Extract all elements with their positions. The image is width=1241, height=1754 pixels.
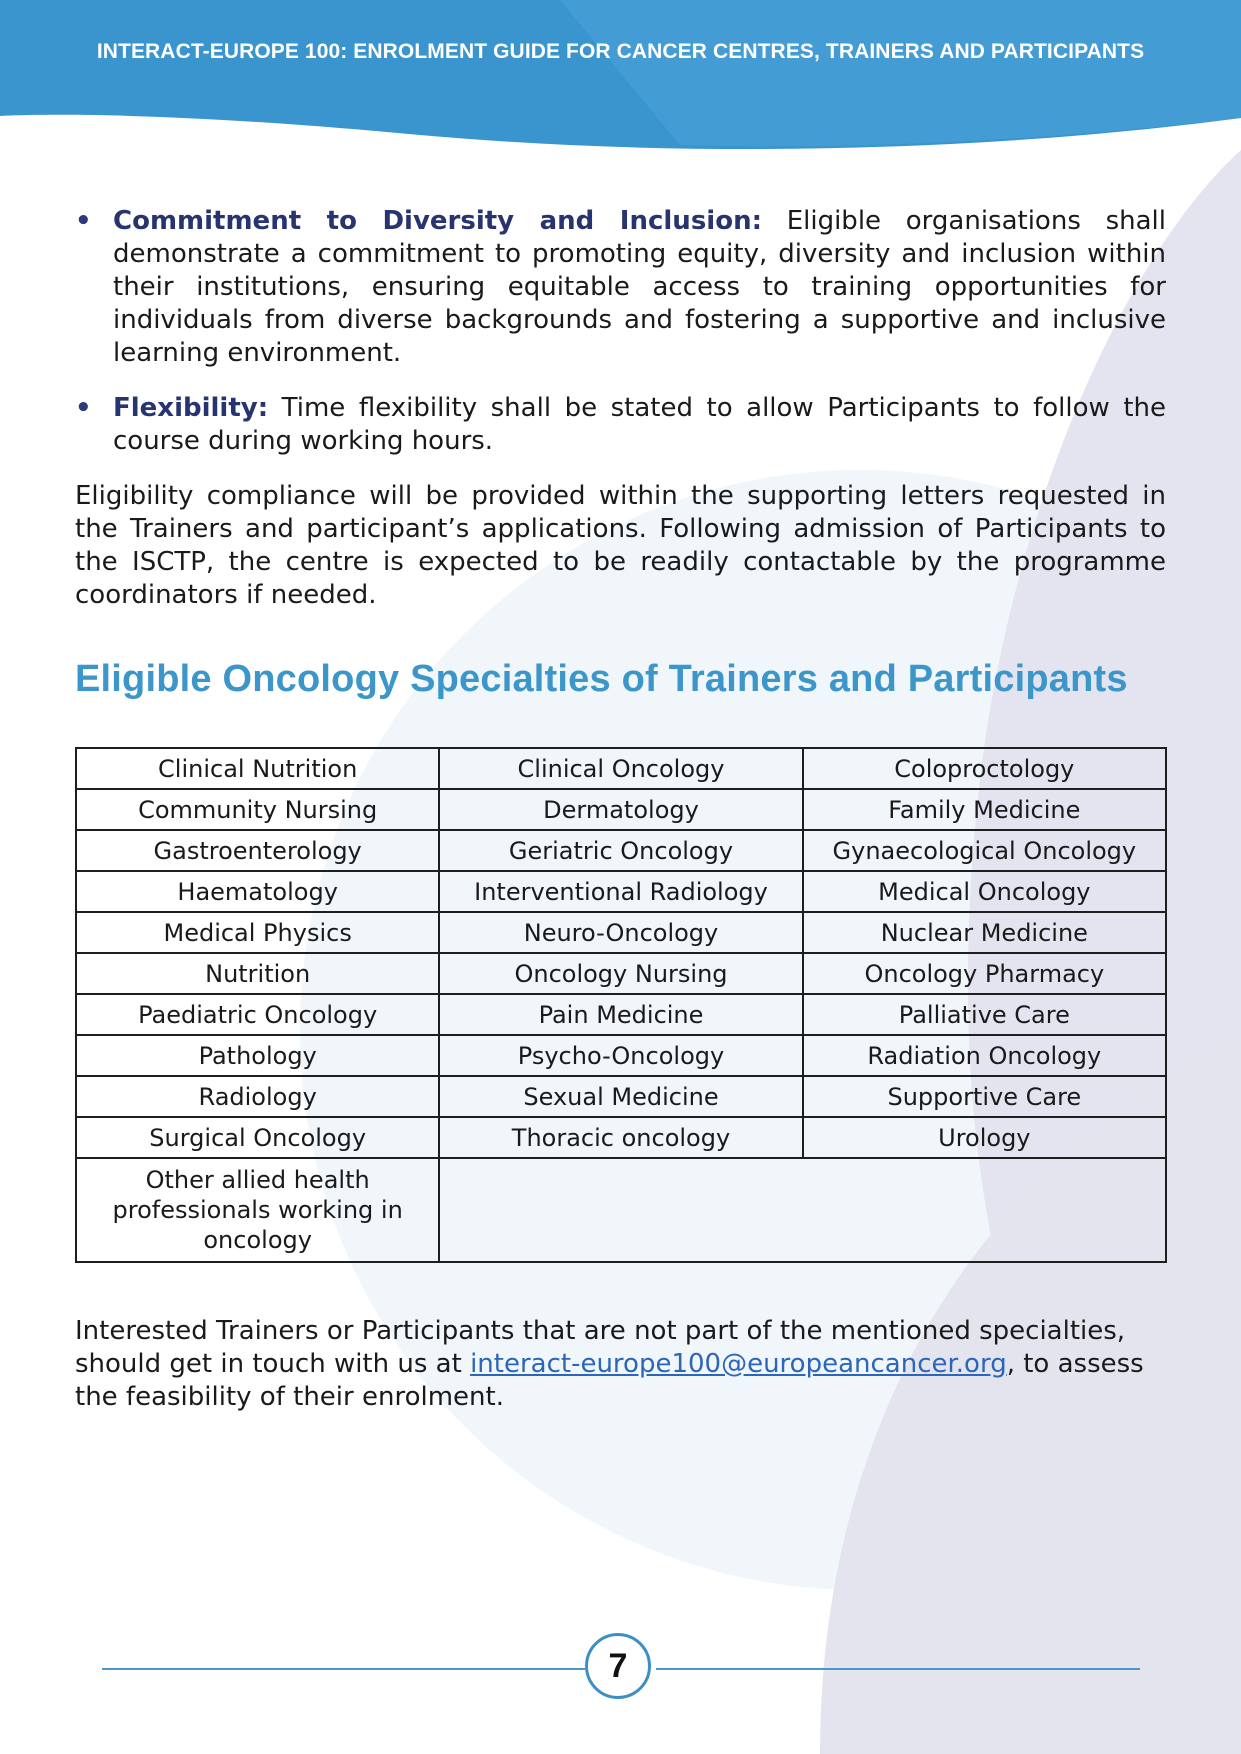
bullet-text: Time flexibility shall be stated to allow Participants to follow the course during working hours.: [113, 393, 1166, 456]
table-row: [76, 1076, 1166, 1117]
table-cell: Urology: [803, 1117, 1166, 1158]
header-title: INTERACT-EUROPE 100: ENROLMENT GUIDE FOR CANCER CENTRES, TRAINERS AND PARTICIPANTS: [96, 40, 1145, 63]
table-cell: Nutrition: [76, 953, 439, 994]
bullet-text: Eligible organisations shall demonstrate a commitment to promoting equity, diversity and inclusion within their institutions, ensuring equitable access to training opportunities for individuals from diverse backgrounds and fostering a supportive and inclusive learning environment.: [113, 206, 1166, 368]
table-cell: Gynaecological Oncology: [803, 830, 1166, 871]
table-row: [76, 789, 1166, 830]
list-item: [75, 392, 1166, 458]
bullet-icon: •: [75, 206, 92, 236]
footer-line-right: [656, 1668, 1140, 1670]
contact-note: [75, 1315, 1166, 1414]
table-cell: Nuclear Medicine: [803, 912, 1166, 953]
table-row: [76, 871, 1166, 912]
table-cell: Geriatric Oncology: [439, 830, 802, 871]
table-row: [76, 830, 1166, 871]
table-row: [76, 1117, 1166, 1158]
page-footer: [0, 1630, 1241, 1700]
table-cell: Palliative Care: [803, 994, 1166, 1035]
email-link[interactable]: interact-europe100@europeancancer.org: [470, 1349, 1007, 1379]
table-cell: Clinical Oncology: [439, 748, 802, 789]
bullet-term: Commitment to Diversity and Inclusion:: [113, 206, 762, 236]
table-cell: Interventional Radiology: [439, 871, 802, 912]
table-cell: Paediatric Oncology: [76, 994, 439, 1035]
footer-line-left: [102, 1668, 585, 1670]
bullet-term: Flexibility:: [113, 393, 269, 423]
table-cell: Pain Medicine: [439, 994, 802, 1035]
table-cell: Pathology: [76, 1035, 439, 1076]
table-row: [76, 1035, 1166, 1076]
table-cell: Radiation Oncology: [803, 1035, 1166, 1076]
page-number: 7: [585, 1633, 651, 1699]
eligibility-paragraph: Eligibility compliance will be provided within the supporting letters requested in the Trainers and participant’s applications. Following admission of Participants to the ISCTP, the centre is expected to be readily contactable by the programme coordinators if needed.: [75, 481, 1166, 610]
table-cell-empty: [439, 1158, 1166, 1262]
table-row: [76, 994, 1166, 1035]
table-cell: Medical Oncology: [803, 871, 1166, 912]
criteria-list: [75, 205, 1166, 458]
table-cell: Coloproctology: [803, 748, 1166, 789]
table-row: [76, 1158, 1166, 1262]
table-cell: Community Nursing: [76, 789, 439, 830]
cell-line: Other allied health: [145, 1166, 370, 1194]
table-cell: Clinical Nutrition: [76, 748, 439, 789]
specialties-table: [75, 747, 1167, 1263]
cell-line: professionals working in: [112, 1196, 403, 1224]
table-cell: Surgical Oncology: [76, 1117, 439, 1158]
table-cell-other-allied: [76, 1158, 439, 1262]
cell-line: oncology: [203, 1226, 312, 1254]
section-title: Eligible Oncology Specialties of Trainers and Participants: [75, 658, 1128, 700]
table-row: [76, 912, 1166, 953]
table-row: [76, 748, 1166, 789]
list-item: [75, 205, 1166, 370]
table-cell: Radiology: [76, 1076, 439, 1117]
table-cell: Supportive Care: [803, 1076, 1166, 1117]
table-cell: Thoracic oncology: [439, 1117, 802, 1158]
table-cell: Psycho-Oncology: [439, 1035, 802, 1076]
table-cell: Medical Physics: [76, 912, 439, 953]
table-cell: Dermatology: [439, 789, 802, 830]
table-cell: Neuro-Oncology: [439, 912, 802, 953]
note-text-after: , to assess the feasibility of their enrolment.: [75, 1349, 1144, 1412]
table-cell: Family Medicine: [803, 789, 1166, 830]
table-row: [76, 953, 1166, 994]
bullet-icon: •: [75, 393, 92, 423]
note-text-before: Interested Trainers or Participants that are not part of the mentioned specialties, should get in touch with us at: [75, 1316, 1126, 1379]
table-cell: Haematology: [76, 871, 439, 912]
page-content: [75, 205, 1166, 1440]
table-cell: Oncology Pharmacy: [803, 953, 1166, 994]
table-cell: Oncology Nursing: [439, 953, 802, 994]
table-cell: Gastroenterology: [76, 830, 439, 871]
table-cell: Sexual Medicine: [439, 1076, 802, 1117]
